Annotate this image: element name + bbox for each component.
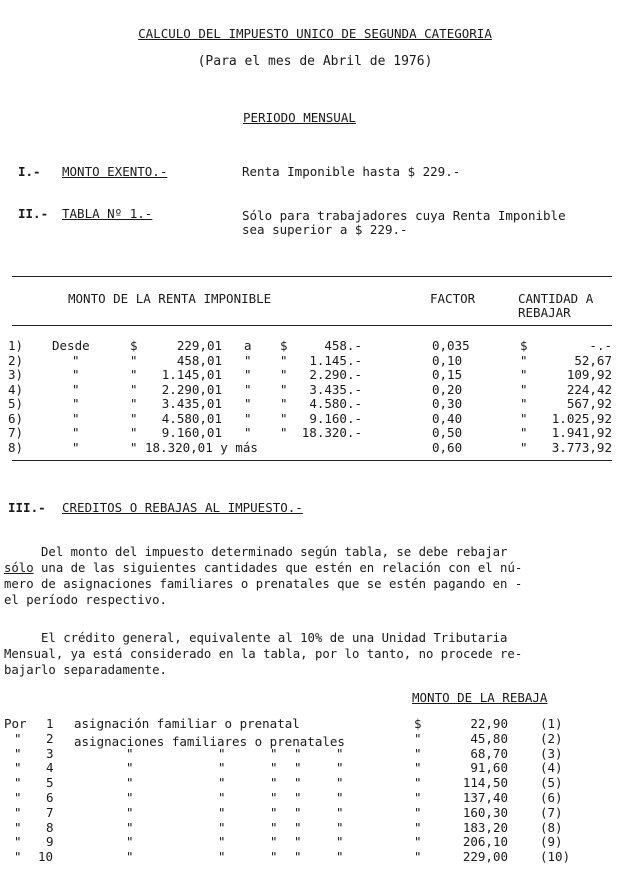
ditto-mark: " xyxy=(270,849,278,865)
ditto-mark: " xyxy=(336,819,344,835)
reference-cell: (9) xyxy=(540,834,563,850)
count-cell: 10 xyxy=(38,849,54,865)
section-2-text-line1: Sólo para trabajadores cuya Renta Imponible xyxy=(242,208,566,223)
reference-cell: (3) xyxy=(540,745,563,761)
table2-row2-text: asignaciones familiares o prenatales xyxy=(74,734,345,749)
rebaja-cell: 1.941,92 xyxy=(551,425,612,440)
ditto-mark: " xyxy=(294,849,302,865)
ditto-mark: " xyxy=(218,849,226,865)
section-1-number: I.- xyxy=(18,164,41,179)
rebaja-cell: -.- xyxy=(589,338,612,353)
separator: " xyxy=(244,381,252,397)
factor-cell: 0,50 xyxy=(432,425,463,440)
por-cell: " xyxy=(14,745,22,761)
range-to: 4.580.- xyxy=(309,396,362,411)
currency-cell: " xyxy=(414,760,422,776)
count-cell: 2 xyxy=(46,730,54,746)
table1-header-rule xyxy=(12,325,612,326)
table1-header-cantidad-2: REBAJAR xyxy=(518,305,571,320)
currency-cell: " xyxy=(414,804,422,820)
range-to: 2.290.- xyxy=(309,367,362,382)
table1-bottom-rule xyxy=(12,460,612,461)
separator: " xyxy=(244,352,252,368)
section-2-number: II.- xyxy=(18,206,49,221)
currency-to: $ xyxy=(280,338,288,353)
ditto-mark: " xyxy=(218,760,226,776)
table1-top-rule xyxy=(12,276,612,277)
amount-cell: 206,10 xyxy=(462,834,508,850)
factor-cell: 0,40 xyxy=(432,410,463,426)
ditto-mark: " xyxy=(336,804,344,820)
ditto-mark: " xyxy=(270,819,278,835)
reference-cell: (8) xyxy=(540,819,563,835)
ditto-mark: " xyxy=(294,760,302,776)
row-number: 2) xyxy=(8,352,24,368)
paragraph-1-line-2-rest: una de las siguientes cantidades que estén en relación con el nú- xyxy=(33,561,523,575)
factor-cell: 0,20 xyxy=(432,381,463,397)
currency-rebaja: " xyxy=(520,367,528,382)
factor-cell: 0,60 xyxy=(432,439,463,455)
currency-from: $ xyxy=(130,338,138,353)
period-heading: PERIODO MENSUAL xyxy=(243,110,356,125)
ditto-mark: " xyxy=(126,760,134,776)
currency-cell: " xyxy=(414,819,422,835)
currency-rebaja: " xyxy=(520,352,528,368)
reference-cell: (5) xyxy=(540,775,563,791)
range-from: 9.160,01 xyxy=(161,425,222,440)
ditto-mark: " xyxy=(270,790,278,805)
rebaja-cell: 224,42 xyxy=(566,381,612,397)
row-number: 7) xyxy=(8,425,24,440)
ditto-mark: " xyxy=(336,790,344,805)
factor-cell: 0,10 xyxy=(432,352,463,368)
currency-rebaja: " xyxy=(520,439,528,455)
paragraph-1-line-1: Del monto del impuesto determinado según tabla, se debe rebajar xyxy=(4,545,508,559)
ditto-mark: " xyxy=(336,760,344,776)
currency-rebaja: " xyxy=(520,410,528,426)
currency-from: " xyxy=(130,410,138,426)
currency-from: " xyxy=(130,381,138,397)
row-number: 4) xyxy=(8,381,24,397)
range-to: 18.320.- xyxy=(301,425,362,440)
range-from: 3.435,01 xyxy=(161,396,222,411)
table1-header-factor: FACTOR xyxy=(430,291,476,306)
row-number: 5) xyxy=(8,396,24,411)
count-cell: 4 xyxy=(46,760,54,776)
amount-cell: 160,30 xyxy=(462,804,508,820)
currency-cell: " xyxy=(414,849,422,865)
section-1-label: MONTO EXENTO.- xyxy=(62,164,168,179)
ditto-mark: " xyxy=(126,819,134,835)
currency-to: " xyxy=(280,425,288,440)
desde-cell: " xyxy=(72,425,80,440)
ditto-mark: " xyxy=(218,745,226,761)
por-cell: " xyxy=(14,819,22,835)
desde-cell: Desde xyxy=(52,338,90,353)
desde-cell: " xyxy=(72,381,80,397)
currency-from: " xyxy=(130,439,138,455)
currency-to: " xyxy=(280,352,288,368)
ditto-mark: " xyxy=(336,834,344,850)
section-2-label: TABLA Nº 1.- xyxy=(62,206,153,221)
paragraph-2-line-2: Mensual, ya está considerado en la tabla, por lo tanto, no procede re- xyxy=(4,647,523,661)
ditto-mark: " xyxy=(126,834,134,850)
ditto-mark: " xyxy=(294,804,302,820)
desde-cell: " xyxy=(72,367,80,382)
amount-cell: 91,60 xyxy=(470,760,508,776)
range-from: 1.145,01 xyxy=(161,367,222,382)
currency-to: " xyxy=(280,396,288,411)
currency-rebaja: " xyxy=(520,425,528,440)
por-cell: " xyxy=(14,849,22,865)
amount-cell: 137,40 xyxy=(462,790,508,805)
range-to: 9.160.- xyxy=(309,410,362,426)
range-to: 3.435.- xyxy=(309,381,362,397)
ditto-mark: " xyxy=(294,775,302,791)
section-1-text: Renta Imponible hasta $ 229.- xyxy=(242,164,461,179)
count-cell: 8 xyxy=(46,819,54,835)
ditto-mark: " xyxy=(294,819,302,835)
paragraph-1-line-3: mero de asignaciones familiares o prenatales que se estén pagando en - xyxy=(4,577,523,591)
table2-header: MONTO DE LA REBAJA xyxy=(412,690,548,705)
reference-cell: (10) xyxy=(540,849,571,865)
range-from: 4.580,01 xyxy=(161,410,222,426)
ditto-mark: " xyxy=(218,819,226,835)
ditto-mark: " xyxy=(294,834,302,850)
rebaja-cell: 52,67 xyxy=(574,352,612,368)
section-3-number: III.- xyxy=(8,500,46,515)
count-cell: 1 xyxy=(46,716,54,731)
paragraph-1-line-2 xyxy=(4,561,522,575)
row-number: 8) xyxy=(8,439,24,455)
ditto-mark: " xyxy=(126,804,134,820)
currency-to: " xyxy=(280,410,288,426)
currency-cell: " xyxy=(414,745,422,761)
separator: a xyxy=(244,338,252,353)
range-to: 1.145.- xyxy=(309,352,362,368)
currency-from: " xyxy=(130,396,138,411)
por-cell: " xyxy=(14,775,22,791)
ditto-mark: " xyxy=(270,760,278,776)
currency-rebaja: " xyxy=(520,381,528,397)
por-cell: " xyxy=(14,730,22,746)
rebaja-cell: 1.025,92 xyxy=(551,410,612,426)
ditto-mark: " xyxy=(336,745,344,761)
ditto-mark: " xyxy=(294,745,302,761)
currency-from: " xyxy=(130,425,138,440)
currency-to: " xyxy=(280,367,288,382)
separator: " xyxy=(244,425,252,440)
rebaja-cell: 109,92 xyxy=(566,367,612,382)
reference-cell: (2) xyxy=(540,730,563,746)
table1-header-cantidad-1: CANTIDAD A xyxy=(518,291,594,306)
ditto-mark: " xyxy=(336,849,344,865)
count-cell: 3 xyxy=(46,745,54,761)
amount-cell: 68,70 xyxy=(470,745,508,761)
row-number: 6) xyxy=(8,410,24,426)
ditto-mark: " xyxy=(294,790,302,805)
factor-cell: 0,30 xyxy=(432,396,463,411)
count-cell: 6 xyxy=(46,790,54,805)
currency-cell: " xyxy=(414,730,422,746)
range-to: 458.- xyxy=(324,338,362,353)
amount-cell: 114,50 xyxy=(462,775,508,791)
currency-cell: " xyxy=(414,834,422,850)
separator: " xyxy=(244,410,252,426)
ditto-mark: " xyxy=(126,775,134,791)
table2-row1-text: asignación familiar o prenatal xyxy=(74,716,300,731)
por-cell: Por xyxy=(4,716,27,731)
factor-cell: 0,15 xyxy=(432,367,463,382)
amount-cell: 229,00 xyxy=(462,849,508,865)
separator: " xyxy=(244,396,252,411)
count-cell: 9 xyxy=(46,834,54,850)
ditto-mark: " xyxy=(270,804,278,820)
currency-rebaja: $ xyxy=(520,338,528,353)
range-from: 458,01 xyxy=(176,352,222,368)
ditto-mark: " xyxy=(218,804,226,820)
paragraph-2-line-3: bajarlo separadamente. xyxy=(4,663,167,677)
row-number: 1) xyxy=(8,338,24,353)
document-title: CALCULO DEL IMPUESTO UNICO DE SEGUNDA CATEGORIA xyxy=(138,26,492,41)
reference-cell: (1) xyxy=(540,716,563,731)
ditto-mark: " xyxy=(218,834,226,850)
ditto-mark: " xyxy=(270,745,278,761)
por-cell: " xyxy=(14,760,22,776)
range-from: 229,01 xyxy=(176,338,222,353)
reference-cell: (4) xyxy=(540,760,563,776)
currency-cell: " xyxy=(414,775,422,791)
rebaja-cell: 3.773,92 xyxy=(551,439,612,455)
separator: " xyxy=(244,367,252,382)
document-subtitle: (Para el mes de Abril de 1976) xyxy=(197,54,433,69)
currency-cell: $ xyxy=(414,716,422,731)
por-cell: " xyxy=(14,790,22,805)
range-from: 18.320,01 y más xyxy=(145,439,258,455)
paragraph-1-line-4: el período respectivo. xyxy=(4,593,167,607)
count-cell: 5 xyxy=(46,775,54,791)
rebaja-cell: 567,92 xyxy=(566,396,612,411)
section-2-text-line2: sea superior a $ 229.- xyxy=(242,222,408,237)
ditto-mark: " xyxy=(126,790,134,805)
desde-cell: " xyxy=(72,410,80,426)
ditto-mark: " xyxy=(126,745,134,761)
count-cell: 7 xyxy=(46,804,54,820)
paragraph-2-line-1: El crédito general, equivalente al 10% de una Unidad Tributaria xyxy=(4,631,508,645)
ditto-mark: " xyxy=(218,790,226,805)
ditto-mark: " xyxy=(336,775,344,791)
desde-cell: " xyxy=(72,439,80,455)
amount-cell: 183,20 xyxy=(462,819,508,835)
por-cell: " xyxy=(14,804,22,820)
currency-cell: " xyxy=(414,790,422,805)
row-number: 3) xyxy=(8,367,24,382)
desde-cell: " xyxy=(72,352,80,368)
amount-cell: 45,80 xyxy=(470,730,508,746)
section-3-label: CREDITOS O REBAJAS AL IMPUESTO.- xyxy=(62,500,303,515)
ditto-mark: " xyxy=(218,775,226,791)
por-cell: " xyxy=(14,834,22,850)
reference-cell: (6) xyxy=(540,790,563,805)
ditto-mark: " xyxy=(270,775,278,791)
factor-cell: 0,035 xyxy=(432,338,470,353)
currency-rebaja: " xyxy=(520,396,528,411)
currency-from: " xyxy=(130,367,138,382)
table1-header-renta: MONTO DE LA RENTA IMPONIBLE xyxy=(68,291,272,306)
solo-emphasis: sólo xyxy=(4,561,34,575)
currency-from: " xyxy=(130,352,138,368)
ditto-mark: " xyxy=(126,849,134,865)
range-from: 2.290,01 xyxy=(161,381,222,397)
desde-cell: " xyxy=(72,396,80,411)
amount-cell: 22,90 xyxy=(470,716,508,731)
reference-cell: (7) xyxy=(540,804,563,820)
ditto-mark: " xyxy=(270,834,278,850)
currency-to: " xyxy=(280,381,288,397)
